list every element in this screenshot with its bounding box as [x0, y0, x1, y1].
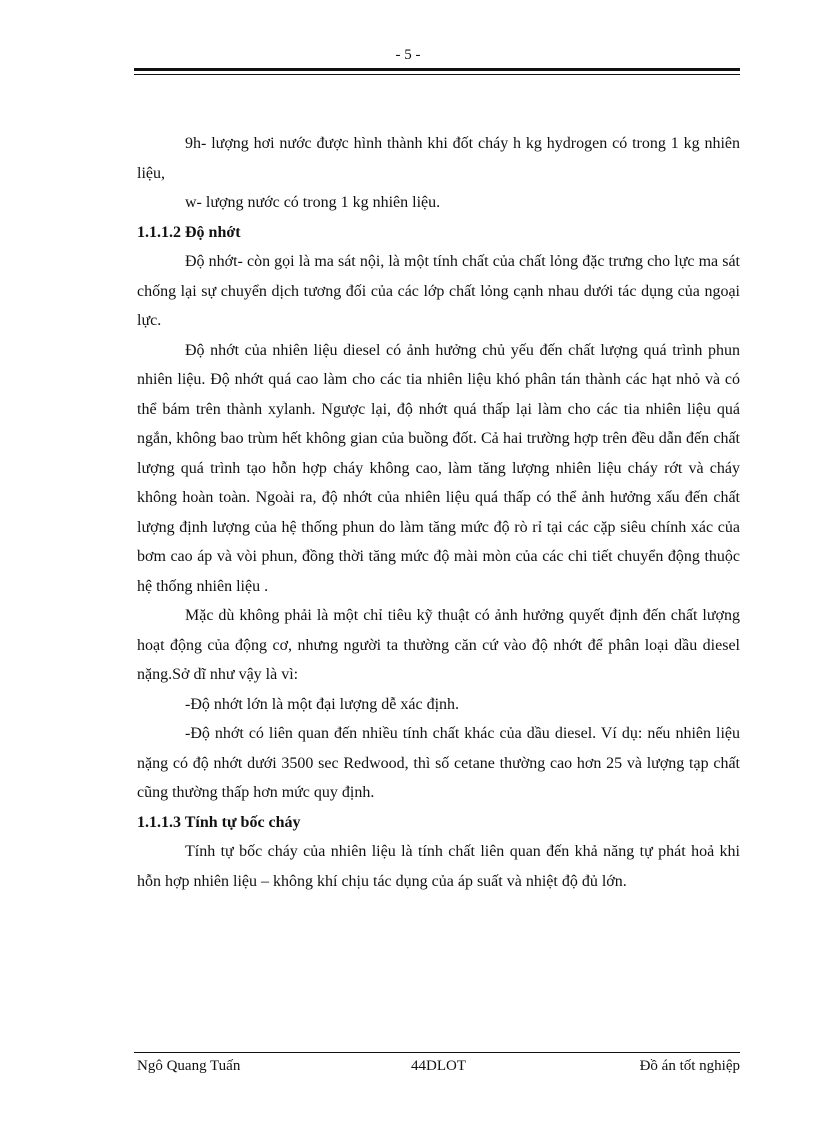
paragraph: Tính tự bốc cháy của nhiên liệu là tính chất liên quan đến khả năng tự phát hoả khi hỗn hợp nhiên liệu – không khí chịu tác dụng của áp suất và nhiệt độ đủ lớn. — [137, 843, 740, 890]
header-rule-thin — [134, 74, 740, 75]
paragraph: 9h- lượng hơi nước được hình thành khi đốt cháy h kg hydrogen có trong 1 kg nhiên liệu, — [137, 135, 740, 182]
document-body — [137, 129, 740, 896]
paragraph: Mặc dù không phải là một chỉ tiêu kỹ thuật có ảnh hưởng quyết định đến chất lượng hoạt động của động cơ, nhưng người ta thường căn cứ vào độ nhớt để phân loại dầu diesel nặng.Sở dĩ như vậy là vì: — [137, 607, 740, 683]
paragraph: Độ nhớt- còn gọi là ma sát nội, là một tính chất của chất lỏng đặc trưng cho lực ma sát chống lại sự chuyển dịch tương đối của các lớp chất lỏng cạnh nhau dưới tác dụng của ngoại lực. — [137, 253, 740, 329]
footer-class-code: 44DLOT — [411, 1058, 466, 1074]
section-heading: 1.1.1.3 Tính tự bốc cháy — [137, 813, 301, 831]
footer-rule — [134, 1052, 740, 1053]
section-heading: 1.1.1.2 Độ nhớt — [137, 223, 241, 241]
footer-author: Ngô Quang Tuấn — [137, 1058, 241, 1074]
paragraph: w- lượng nước có trong 1 kg nhiên liệu. — [185, 194, 441, 211]
list-item: -Độ nhớt lớn là một đại lượng dễ xác định. — [185, 695, 460, 713]
footer-document-type: Đồ án tốt nghiệp — [639, 1058, 740, 1074]
list-item: -Độ nhớt có liên quan đến nhiều tính chất khác của dầu diesel. Ví dụ: nếu nhiên liệu nặng có độ nhớt dưới 3500 sec Redwood, thì số cetane thường cao hơn 25 và lượng tạp chất cũng thường thấp hơn mức quy định. — [137, 725, 740, 801]
paragraph: Độ nhớt của nhiên liệu diesel có ảnh hưởng chủ yếu đến chất lượng quá trình phun nhiên liệu. Độ nhớt quá cao làm cho các tia nhiên liệu khó phân tán thành các hạt nhỏ và có thể bám trên thành xylanh. Ngược lại, độ nhớt quá thấp lại làm cho các tia nhiên liệu quá ngắn, không bao trùm hết không gian của buồng đốt. Cả hai trường hợp trên đều dẫn đến chất lượng quá trình tạo hỗn hợp cháy không cao, làm tăng lượng nhiên liệu cháy rớt và cháy không hoàn toàn. Ngoài ra, độ nhớt của nhiên liệu quá thấp có thể ảnh hưởng xấu đến chất lượng định lượng của hệ thống phun do làm tăng mức độ rò rỉ tại các cặp siêu chính xác của bơm cao áp và vòi phun, đồng thời tăng mức độ mài mòn của các chi tiết chuyển động thuộc hệ thống nhiên liệu . — [137, 341, 740, 595]
footer — [137, 1058, 740, 1078]
header-rule — [134, 68, 740, 71]
page-number: - 5 - — [395, 47, 421, 63]
